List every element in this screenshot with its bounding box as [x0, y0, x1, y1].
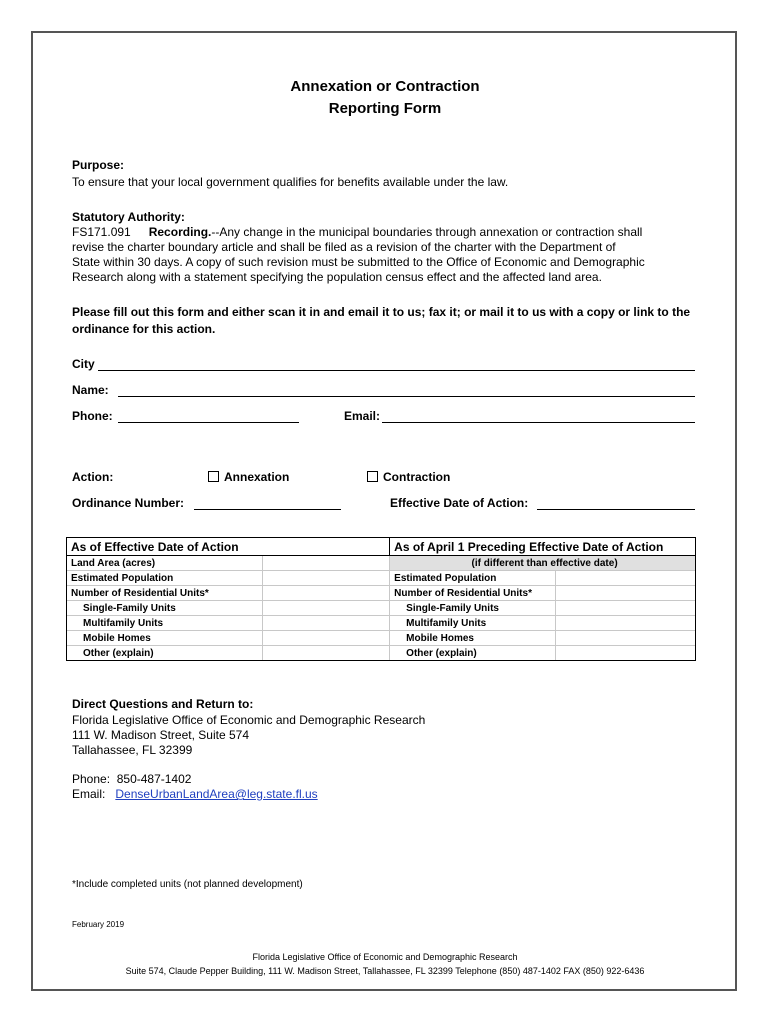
contraction-label: Contraction [383, 470, 451, 484]
value-cell[interactable] [556, 571, 696, 586]
contact-phone-line [72, 772, 191, 788]
value-cell[interactable] [262, 646, 389, 661]
authority-line3: State within 30 days. A copy of such revision must be submitted to the Office of Economic and Demographic [72, 255, 645, 269]
contraction-option[interactable] [367, 470, 450, 486]
ordinance-field[interactable] [194, 509, 341, 510]
form-title-line1: Annexation or Contraction [290, 78, 480, 95]
email-label: Email: [344, 409, 381, 423]
right-note: (if different than effective date) [390, 556, 696, 571]
table-row [67, 616, 696, 631]
recording-label: Recording. [148, 225, 212, 239]
row-label: Multifamily Units [390, 616, 556, 631]
action-label: Action: [72, 470, 114, 484]
value-cell[interactable] [262, 556, 389, 571]
form-title-line2: Reporting Form [328, 100, 442, 117]
value-cell[interactable] [262, 571, 389, 586]
ordinance-label: Ordinance Number: [72, 496, 185, 510]
row-label: Other (explain) [390, 646, 556, 661]
annexation-checkbox[interactable] [208, 471, 219, 482]
row-label: Land Area (acres) [67, 556, 263, 571]
annexation-option[interactable] [208, 470, 289, 486]
table-row [67, 601, 696, 616]
footer-line2: Suite 574, Claude Pepper Building, 111 W. Madison Street, Tallahassee, FL 32399 Telephone (850) 487-1402 FAX (850) 922-6436 [125, 966, 645, 976]
table-row [67, 556, 696, 571]
table-row [67, 646, 696, 661]
contact-email-line [72, 787, 318, 803]
row-label: Mobile Homes [390, 631, 556, 646]
contact-phone-label: Phone: [72, 772, 111, 786]
row-label: Estimated Population [390, 571, 556, 586]
city-field[interactable] [98, 370, 695, 371]
value-cell[interactable] [556, 586, 696, 601]
contact-phone: 850-487-1402 [116, 772, 192, 786]
purpose-text: To ensure that your local government qualifies for benefits available under the law. [72, 175, 509, 189]
data-table [66, 537, 696, 661]
purpose-heading: Purpose: [72, 158, 125, 172]
value-cell[interactable] [262, 616, 389, 631]
footnote: *Include completed units (not planned development) [72, 879, 303, 890]
name-label: Name: [72, 383, 109, 397]
row-label: Number of Residential Units* [390, 586, 556, 601]
footer-line1: Florida Legislative Office of Economic and Demographic Research [252, 952, 518, 962]
table-row [67, 571, 696, 586]
contact-city: Tallahassee, FL 32399 [72, 743, 193, 757]
phone-field[interactable] [118, 422, 299, 423]
table-row [67, 631, 696, 646]
instructions-line1: Please fill out this form and either scan it in and email it to us; fax it; or mail it to us with a copy or link to the [72, 305, 691, 319]
table-row [67, 586, 696, 601]
contact-heading: Direct Questions and Return to: [72, 697, 254, 711]
contact-org: Florida Legislative Office of Economic and Demographic Research [72, 713, 426, 727]
email-field[interactable] [382, 422, 695, 423]
row-label: Multifamily Units [67, 616, 263, 631]
authority-line4: Research along with a statement specifying the population census effect and the affected land area. [72, 270, 602, 284]
phone-label: Phone: [72, 409, 113, 423]
contact-email-label: Email: [72, 787, 106, 801]
right-column-header: As of April 1 Preceding Effective Date of Action [390, 538, 696, 556]
effective-date-label: Effective Date of Action: [390, 496, 529, 510]
row-label: Estimated Population [67, 571, 263, 586]
annexation-label: Annexation [224, 470, 290, 484]
row-label: Single-Family Units [390, 601, 556, 616]
effective-date-field[interactable] [537, 509, 695, 510]
name-field[interactable] [118, 396, 695, 397]
row-label: Mobile Homes [67, 631, 263, 646]
value-cell[interactable] [262, 601, 389, 616]
value-cell[interactable] [556, 616, 696, 631]
authority-line1 [72, 225, 642, 241]
value-cell[interactable] [556, 646, 696, 661]
authority-heading: Statutory Authority: [72, 210, 185, 224]
instructions-line2: ordinance for this action. [72, 322, 216, 336]
value-cell[interactable] [556, 631, 696, 646]
left-column-header: As of Effective Date of Action [67, 538, 390, 556]
row-label: Single-Family Units [67, 601, 263, 616]
statute-number: FS171.091 [72, 225, 131, 239]
row-label: Other (explain) [67, 646, 263, 661]
value-cell[interactable] [262, 586, 389, 601]
contraction-checkbox[interactable] [367, 471, 378, 482]
value-cell[interactable] [262, 631, 389, 646]
contact-email-link[interactable]: DenseUrbanLandArea@leg.state.fl.us [115, 787, 318, 801]
authority-text-1: --Any change in the municipal boundaries through annexation or contraction shall [211, 225, 643, 239]
table-header-row [67, 538, 696, 556]
authority-line2: revise the charter boundary article and shall be filed as a revision of the charter with the Department of [72, 240, 616, 254]
city-label: City [72, 357, 95, 371]
value-cell[interactable] [556, 601, 696, 616]
row-label: Number of Residential Units* [67, 586, 263, 601]
contact-street: 111 W. Madison Street, Suite 574 [72, 728, 249, 742]
revision-date: February 2019 [72, 920, 125, 929]
